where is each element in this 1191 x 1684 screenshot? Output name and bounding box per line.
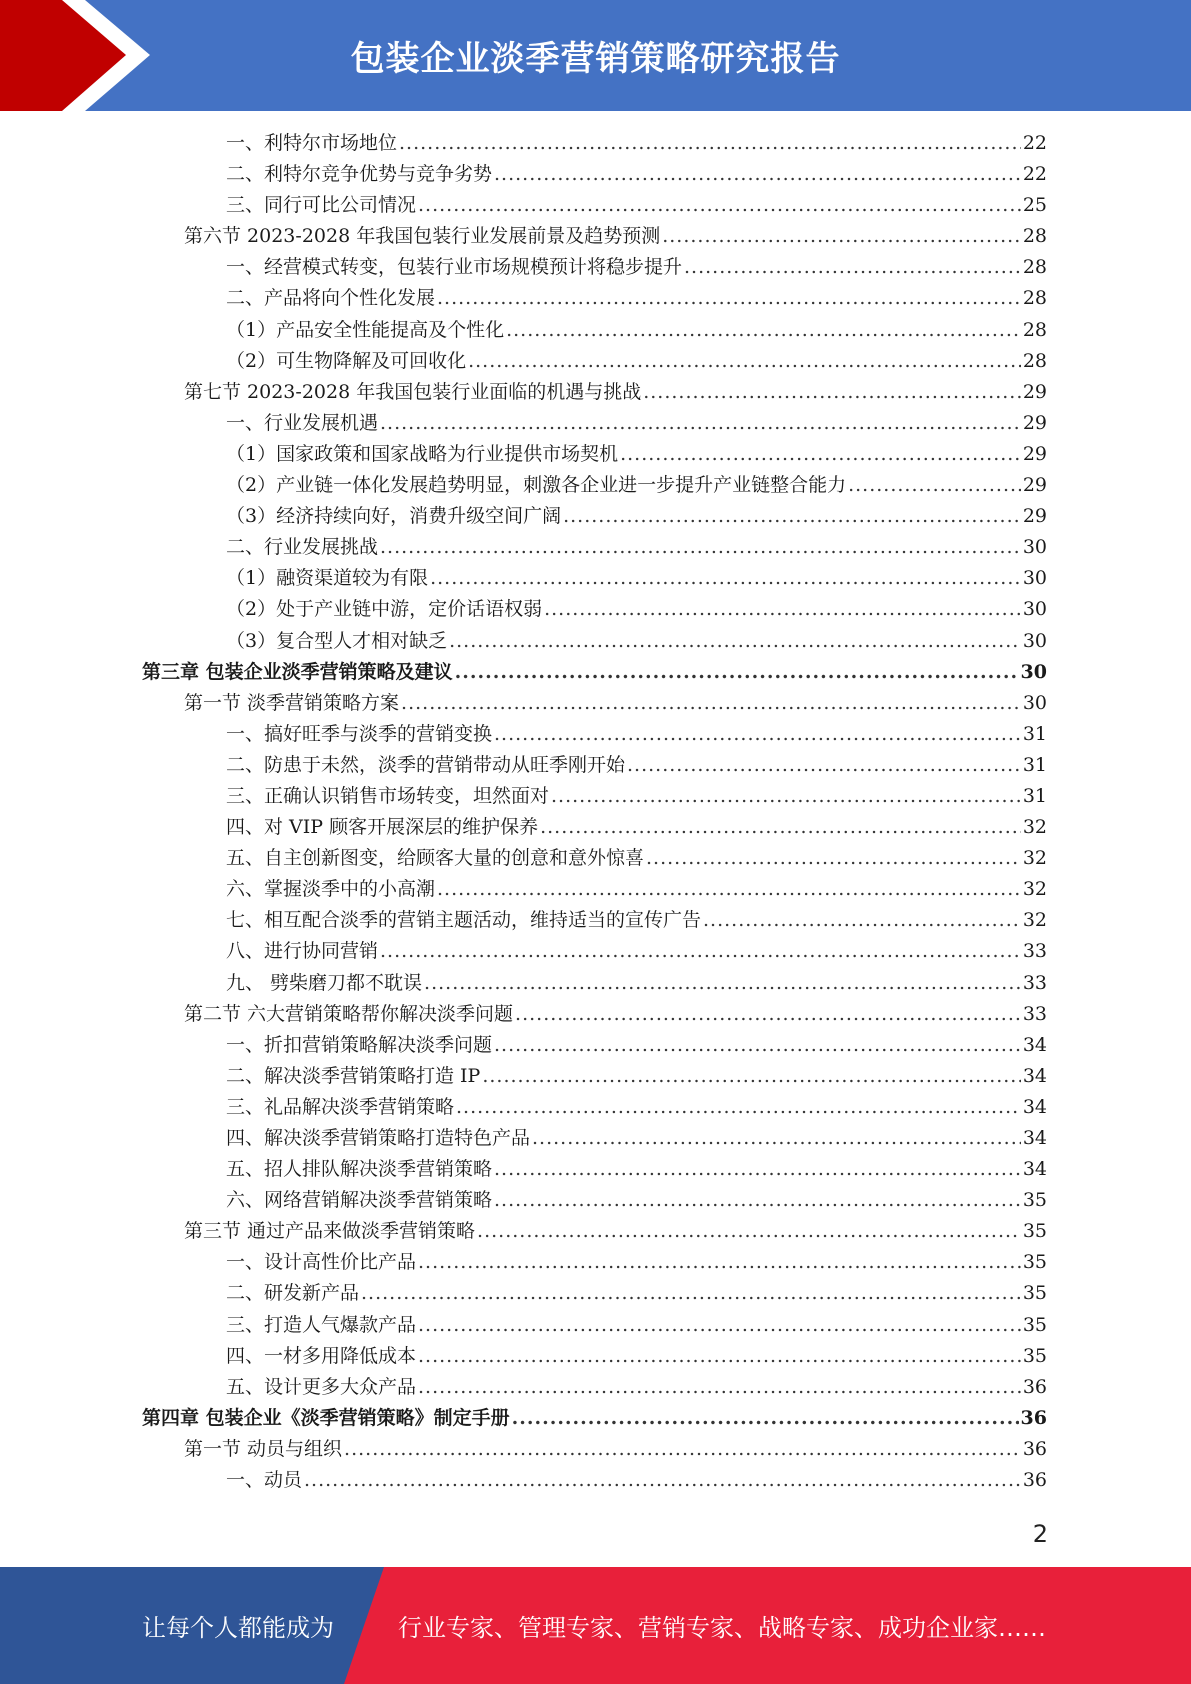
toc-entry[interactable] (142, 874, 1047, 905)
toc-leader-dots (437, 283, 1021, 314)
toc-leader-dots (344, 1434, 1021, 1465)
toc-entry[interactable] (142, 1123, 1047, 1154)
toc-leader-dots (662, 221, 1021, 252)
toc-leader-dots (456, 1092, 1021, 1123)
toc-entry-page: 28 (1022, 225, 1047, 248)
toc-entry-page: 30 (1022, 598, 1047, 621)
toc-entry-label: 五、自主创新图变，给顾客大量的创意和意外惊喜 (226, 847, 645, 870)
toc-entry-page: 32 (1022, 909, 1047, 932)
toc-entry-page: 35 (1022, 1282, 1047, 1305)
toc-entry-page: 32 (1022, 816, 1047, 839)
toc-leader-dots (703, 905, 1021, 936)
toc-leader-dots (494, 159, 1021, 190)
toc-entry-page: 34 (1022, 1095, 1047, 1118)
report-title: 包装企业淡季营销策略研究报告 (350, 39, 841, 79)
toc-entry-label: 三、打造人气爆款产品 (226, 1313, 417, 1336)
toc-leader-dots (494, 1030, 1021, 1061)
toc-leader-dots (304, 1465, 1021, 1496)
toc-leader-dots (646, 843, 1021, 874)
toc-leader-dots (437, 874, 1021, 905)
toc-entry[interactable] (142, 563, 1047, 594)
toc-entry-page: 34 (1022, 1127, 1047, 1149)
toc-entry[interactable] (142, 1216, 1047, 1247)
toc-entry-label: 七、相互配合淡季的营销主题活动，维持适当的宣传广告 (226, 909, 702, 932)
toc-entry[interactable] (142, 408, 1047, 439)
toc-leader-dots (620, 439, 1021, 470)
toc-leader-dots (540, 812, 1021, 843)
toc-entry-label: 第七节 2023-2028 年我国包装行业面临的机遇与挑战 (184, 380, 642, 403)
toc-leader-dots (643, 377, 1021, 408)
toc-leader-dots (512, 1403, 1019, 1434)
toc-entry-label: （1）国家政策和国家战略为行业提供市场契机 (226, 442, 619, 465)
toc-entry-label: （1）产品安全性能提高及个性化 (226, 318, 505, 341)
toc-leader-dots (494, 1154, 1021, 1185)
toc-entry[interactable] (142, 128, 1047, 159)
toc-entry-page: 35 (1022, 1251, 1047, 1274)
page-number: 2 (1032, 1520, 1048, 1548)
toc-leader-dots (401, 688, 1021, 719)
toc-entry-label: （2）可生物降解及可回收化 (226, 349, 467, 372)
toc-entry-page: 34 (1022, 1158, 1047, 1181)
toc-leader-dots (380, 936, 1021, 967)
toc-leader-dots (361, 1278, 1021, 1309)
toc-entry-page: 25 (1022, 194, 1047, 217)
toc-entry[interactable] (142, 843, 1047, 874)
toc-entry-label: 二、行业发展挑战 (226, 536, 379, 559)
toc-leader-dots (494, 1185, 1021, 1216)
toc-entry-page: 31 (1022, 722, 1047, 745)
toc-leader-dots (506, 315, 1021, 346)
toc-entry[interactable] (142, 968, 1047, 999)
toc-entry-label: 六、掌握淡季中的小高潮 (226, 878, 436, 901)
toc-leader-dots (627, 750, 1021, 781)
toc-leader-dots (455, 657, 1019, 688)
toc-entry[interactable] (142, 346, 1047, 377)
toc-entry[interactable] (142, 750, 1047, 781)
toc-entry[interactable] (142, 221, 1047, 252)
toc-leader-dots (380, 408, 1021, 439)
toc-entry-label: （3）复合型人才相对缺乏 (226, 629, 448, 652)
toc-entry-label: 二、利特尔竞争优势与竞争劣势 (226, 163, 493, 186)
toc-entry-label: （2）产业链一体化发展趋势明显，刺激各企业进一步提升产业链整合能力 (226, 474, 847, 497)
toc-entry[interactable] (142, 1278, 1047, 1309)
toc-entry[interactable] (142, 377, 1047, 408)
toc-entry[interactable] (142, 781, 1047, 812)
toc-entry[interactable] (142, 1247, 1047, 1278)
toc-entry-label: 第三节 通过产品来做淡季营销策略 (184, 1220, 476, 1243)
toc-entry-page: 30 (1022, 536, 1047, 559)
toc-entry[interactable] (142, 1061, 1047, 1092)
toc-entry-label: 九、 劈柴磨刀都不耽误 (226, 971, 423, 994)
toc-entry-label: （3）经济持续向好，消费升级空间广阔 (226, 505, 562, 528)
toc-entry-page: 30 (1020, 660, 1047, 683)
toc-leader-dots (418, 1341, 1021, 1372)
toc-entry[interactable] (142, 719, 1047, 750)
toc-entry-label: 第三章 包装企业淡季营销策略及建议 (142, 660, 453, 683)
toc-entry[interactable] (142, 999, 1047, 1030)
toc-entry-label: 一、经营模式转变，包装行业市场规模预计将稳步提升 (226, 256, 683, 279)
toc-entry[interactable] (142, 252, 1047, 283)
toc-leader-dots (424, 968, 1021, 999)
toc-leader-dots (430, 563, 1021, 594)
toc-leader-dots (563, 501, 1021, 532)
toc-entry[interactable] (142, 812, 1047, 843)
toc-leader-dots (418, 1372, 1021, 1403)
toc-entry-label: 二、产品将向个性化发展 (226, 287, 436, 310)
toc-entry-label: 一、动员 (226, 1469, 303, 1492)
toc-leader-dots (380, 532, 1021, 563)
toc-entry-page: 33 (1022, 940, 1047, 963)
toc-entry[interactable] (142, 626, 1047, 657)
page-header (0, 0, 1191, 111)
toc-leader-dots (848, 470, 1021, 501)
toc-entry[interactable] (142, 1434, 1047, 1465)
toc-entry-page: 36 (1022, 1375, 1047, 1398)
toc-entry-label: （1）融资渠道较为有限 (226, 567, 429, 590)
toc-entry-page: 31 (1022, 784, 1047, 807)
page-footer (0, 1567, 1191, 1684)
header-red-arrow-icon (0, 0, 150, 111)
toc-entry[interactable] (142, 1092, 1047, 1123)
toc-leader-dots (449, 626, 1021, 657)
toc-entry-page: 33 (1022, 971, 1047, 994)
toc-entry-page: 35 (1022, 1344, 1047, 1367)
toc-entry-label: 六、网络营销解决淡季营销策略 (226, 1189, 493, 1212)
toc-entry-label: 三、礼品解决淡季营销策略 (226, 1095, 455, 1118)
toc-entry-page: 30 (1022, 691, 1047, 714)
toc-entry[interactable] (142, 936, 1047, 967)
toc-entry-label: 五、招人排队解决淡季营销策略 (226, 1158, 493, 1181)
toc-entry-page: 36 (1020, 1406, 1047, 1429)
toc-entry-label: 一、利特尔市场地位 (226, 132, 398, 154)
footer-slogan-right: 行业专家、管理专家、营销专家、战略专家、成功企业家…… (398, 1614, 1046, 1642)
toc-entry[interactable] (142, 905, 1047, 936)
toc-entry-page: 28 (1022, 349, 1047, 372)
toc-leader-dots (418, 1247, 1021, 1278)
toc-entry-page: 30 (1022, 567, 1047, 590)
toc-leader-dots (399, 128, 1021, 159)
toc-entry-page: 36 (1022, 1437, 1047, 1460)
toc-entry-label: 三、正确认识销售市场转变，坦然面对 (226, 784, 550, 807)
toc-entry-page: 35 (1022, 1189, 1047, 1212)
toc-leader-dots (418, 1310, 1021, 1341)
toc-leader-dots (544, 594, 1021, 625)
toc-entry-label: 第二节 六大营销策略帮你解决淡季问题 (184, 1002, 514, 1025)
toc-leader-dots (418, 190, 1021, 221)
toc-entry-page: 28 (1022, 318, 1047, 341)
toc-leader-dots (494, 719, 1021, 750)
toc-entry-label: 二、防患于未然，淡季的营销带动从旺季刚开始 (226, 753, 626, 776)
toc-entry[interactable] (142, 688, 1047, 719)
toc-entry[interactable] (142, 1341, 1047, 1372)
table-of-contents (142, 128, 1047, 1496)
toc-entry-page: 36 (1022, 1469, 1047, 1492)
toc-entry-label: （2）处于产业链中游，定价话语权弱 (226, 598, 543, 621)
toc-entry-page: 29 (1022, 505, 1047, 528)
toc-entry-page: 28 (1022, 287, 1047, 310)
toc-entry-page: 30 (1022, 629, 1047, 652)
toc-entry-label: 二、解决淡季营销策略打造 IP (226, 1064, 481, 1087)
toc-leader-dots (551, 781, 1021, 812)
toc-entry-label: 一、行业发展机遇 (226, 411, 379, 434)
toc-entry[interactable] (142, 1030, 1047, 1061)
toc-entry[interactable] (142, 1310, 1047, 1341)
toc-entry-label: 四、解决淡季营销策略打造特色产品 (226, 1127, 531, 1149)
toc-entry-page: 29 (1022, 474, 1047, 497)
toc-entry[interactable] (142, 190, 1047, 221)
toc-entry-label: 一、搞好旺季与淡季的营销变换 (226, 722, 493, 745)
toc-entry[interactable] (142, 283, 1047, 314)
toc-entry-page: 29 (1022, 411, 1047, 434)
toc-entry-label: 第六节 2023-2028 年我国包装行业发展前景及趋势预测 (184, 225, 661, 248)
toc-entry-page: 35 (1022, 1220, 1047, 1243)
toc-entry-label: 三、同行可比公司情况 (226, 194, 417, 217)
footer-slogan-left: 让每个人都能成为 (142, 1614, 334, 1642)
toc-entry[interactable] (142, 501, 1047, 532)
toc-entry[interactable] (142, 657, 1047, 688)
toc-entry-page: 32 (1022, 847, 1047, 870)
toc-entry[interactable] (142, 1185, 1047, 1216)
toc-entry-label: 五、设计更多大众产品 (226, 1375, 417, 1398)
toc-entry-page: 28 (1022, 256, 1047, 279)
toc-entry-page: 35 (1022, 1313, 1047, 1336)
toc-leader-dots (477, 1216, 1021, 1247)
toc-leader-dots (468, 346, 1021, 377)
toc-entry-label: 第一节 动员与组织 (184, 1437, 343, 1460)
toc-entry-label: 四、一材多用降低成本 (226, 1344, 417, 1367)
toc-entry-page: 33 (1022, 1002, 1047, 1025)
toc-entry-label: 八、进行协同营销 (226, 940, 379, 963)
toc-entry[interactable] (142, 1403, 1047, 1434)
toc-entry-page: 29 (1022, 442, 1047, 465)
toc-entry[interactable] (142, 470, 1047, 501)
toc-entry[interactable] (142, 532, 1047, 563)
toc-entry[interactable] (142, 1154, 1047, 1185)
toc-entry-page: 34 (1022, 1033, 1047, 1056)
toc-entry-page: 22 (1022, 163, 1047, 186)
toc-leader-dots (482, 1061, 1020, 1092)
toc-entry[interactable] (142, 159, 1047, 190)
toc-entry-page: 34 (1022, 1064, 1047, 1087)
toc-entry-page: 32 (1022, 878, 1047, 901)
toc-entry[interactable] (142, 315, 1047, 346)
toc-entry-label: 第一节 淡季营销策略方案 (184, 691, 400, 714)
toc-entry-label: 第四章 包装企业《淡季营销策略》制定手册 (142, 1406, 510, 1429)
toc-entry-label: 四、对 VIP 顾客开展深层的维护保养 (226, 816, 539, 839)
toc-entry-page: 29 (1022, 380, 1047, 403)
toc-entry-label: 一、折扣营销策略解决淡季问题 (226, 1033, 493, 1056)
toc-leader-dots (684, 252, 1021, 283)
toc-entry[interactable] (142, 1372, 1047, 1403)
toc-entry-label: 二、研发新产品 (226, 1282, 360, 1305)
toc-entry[interactable] (142, 439, 1047, 470)
toc-entry-page: 31 (1022, 753, 1047, 776)
toc-entry[interactable] (142, 1465, 1047, 1496)
toc-leader-dots (515, 999, 1021, 1030)
toc-entry-page: 22 (1022, 132, 1047, 154)
toc-leader-dots (532, 1123, 1021, 1154)
toc-entry-label: 一、设计高性价比产品 (226, 1251, 417, 1274)
toc-entry[interactable] (142, 594, 1047, 625)
